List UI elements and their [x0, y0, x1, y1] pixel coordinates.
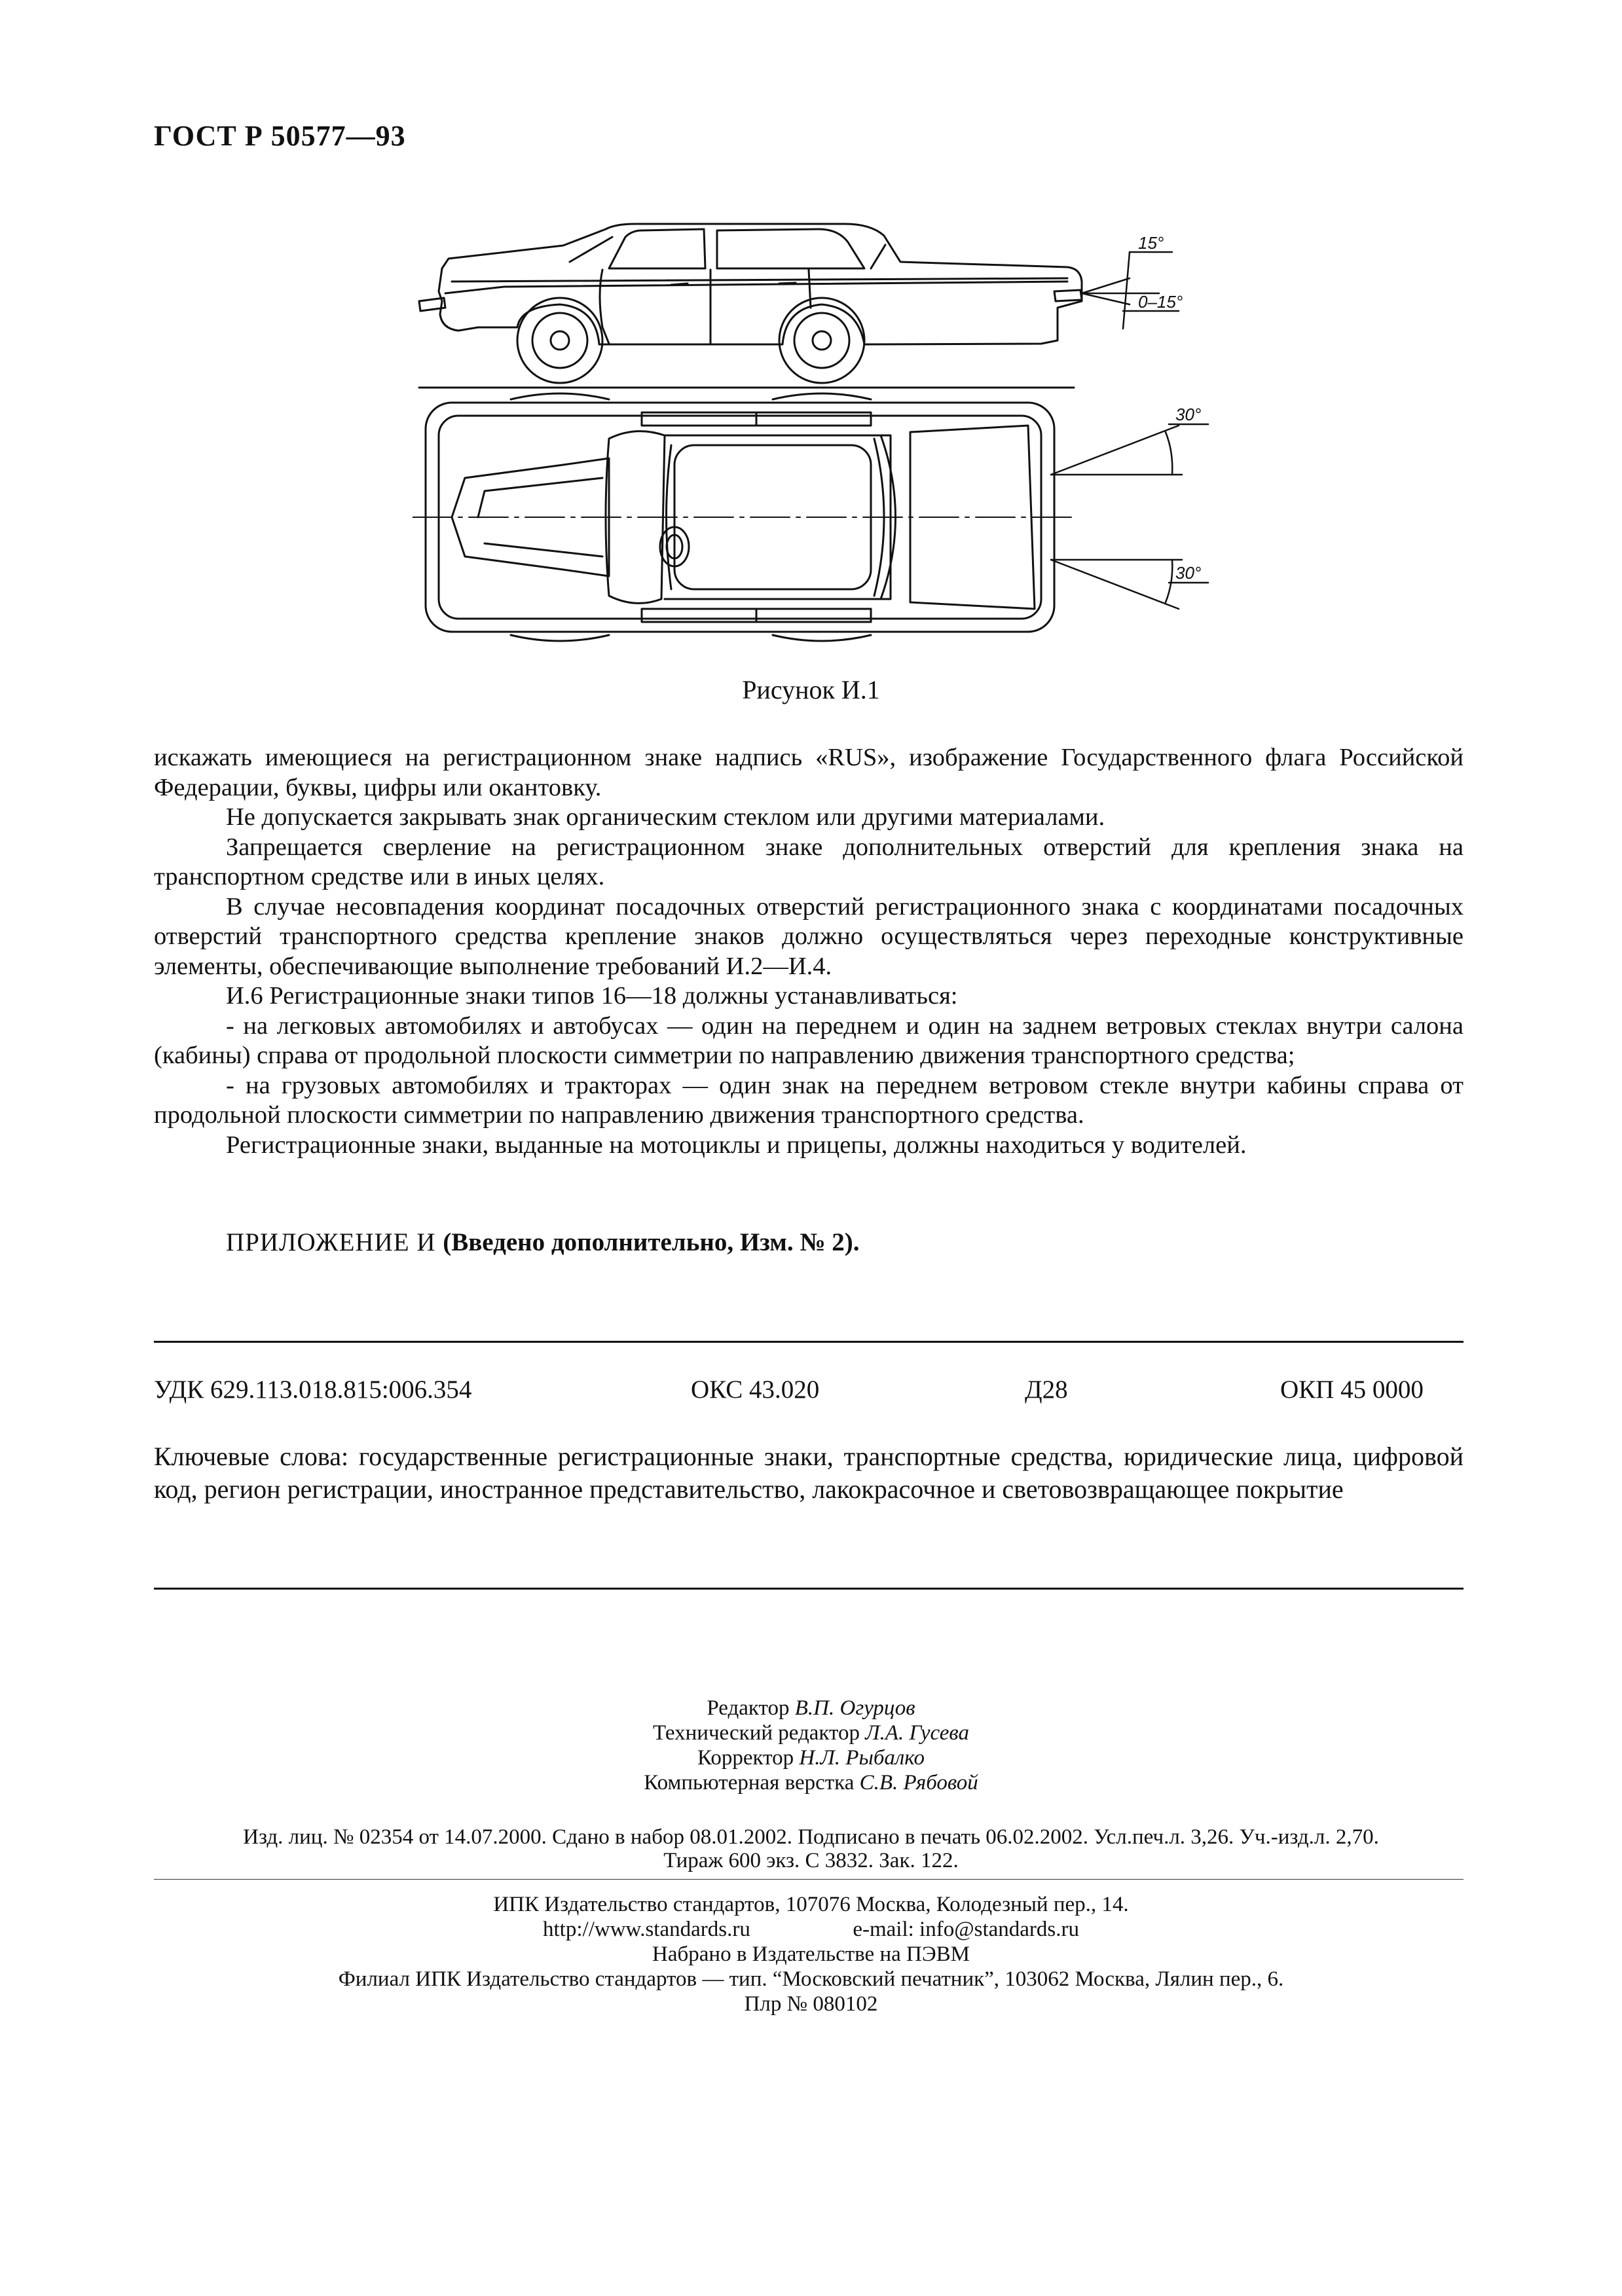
- tech-editor-label: Технический редактор: [653, 1721, 860, 1745]
- publisher-line: Набрано в Издательстве на ПЭВМ: [652, 1942, 970, 1966]
- imprint-line: Тираж 600 экз. С 3832. Зак. 122.: [663, 1849, 959, 1872]
- angle-label-15: 15°: [1138, 233, 1164, 253]
- appendix-note: [226, 1228, 860, 1257]
- paragraph: Не допускается закрывать знак органическим стеклом или другими материалами.: [226, 803, 1105, 831]
- publisher-info: [0, 1892, 1622, 2016]
- imprint: [0, 1825, 1622, 1872]
- publisher-line: ИПК Издательство стандартов, 107076 Москва, Колодезный пер., 14.: [493, 1893, 1129, 1916]
- divider: [154, 1588, 1464, 1590]
- angle-label-30-top: 30°: [1175, 405, 1202, 424]
- paragraph: И.6 Регистрационные знаки типов 16—18 должны устанавливаться:: [226, 982, 958, 1010]
- editor-label: Редактор: [707, 1696, 790, 1720]
- list-item: - на легковых автомобилях и автобусах — один на переднем и один на заднем ветровых стеклах внутри салона (кабины) справа от продольной плоскости симметрии по направлению движения транспортного средства;: [154, 1011, 1464, 1069]
- credits: [0, 1696, 1622, 1795]
- d-code: Д28: [1025, 1376, 1068, 1404]
- figure-caption: Рисунок И.1: [742, 675, 880, 704]
- publisher-line: Плр № 080102: [744, 1992, 878, 2016]
- corrector-name: Н.Л. Рыбалко: [799, 1746, 925, 1770]
- oks-code: ОКС 43.020: [691, 1376, 820, 1404]
- udk-code: УДК 629.113.018.815:006.354: [154, 1376, 472, 1404]
- layout-name: С.В. Рябовой: [859, 1771, 978, 1795]
- keywords: Ключевые слова: государственные регистрационные знаки, транспортные средства, юридические лица, цифровой код, регион регистрации, иностранное представительство, лакокрасочное и световозвращающее покрытие: [154, 1442, 1464, 1504]
- divider: [154, 1341, 1464, 1343]
- publisher-email: e-mail: info@standards.ru: [853, 1918, 1079, 1941]
- vehicle-figure: [413, 216, 1244, 655]
- imprint-line: Изд. лиц. № 02354 от 14.07.2000. Сдано в набор 08.01.2002. Подписано в печать 06.02.2002. Усл.печ.л. 3,26. Уч.-изд.л. 2,70.: [243, 1825, 1379, 1849]
- editor-name: В.П. Огурцов: [794, 1696, 915, 1720]
- paragraph: В случае несовпадения координат посадочных отверстий регистрационного знака с координатами посадочных отверстий транспортного средства крепление знаков должно осуществляться через переходные конструктивные элементы, обеспечивающие выполнение требований И.2—И.4.: [154, 892, 1464, 980]
- side-angle-callouts: [1082, 252, 1179, 329]
- publisher-line: Филиал ИПК Издательство стандартов — тип. “Московский печатник”, 103062 Москва, Лялин пер., 6.: [338, 1967, 1284, 1991]
- layout-label: Компьютерная верстка: [644, 1771, 855, 1795]
- paragraph: Регистрационные знаки, выданные на мотоциклы и прицепы, должны находиться у водителей.: [226, 1131, 1247, 1159]
- angle-label-30-bottom: 30°: [1175, 563, 1202, 583]
- okp-code: ОКП 45 0000: [1280, 1376, 1424, 1404]
- angle-label-0-15: 0–15°: [1138, 292, 1183, 312]
- corrector-label: Корректор: [697, 1746, 794, 1770]
- publisher-url: http://www.standards.ru: [543, 1918, 750, 1941]
- divider-thin: [154, 1879, 1464, 1880]
- appendix-amendment: (Введено дополнительно, Изм. № 2).: [443, 1228, 860, 1256]
- list-item: - на грузовых автомобилях и тракторах — один знак на переднем ветровом стекле внутри кабины справа от продольной плоскости симметрии по направлению движения транспортного средства.: [154, 1071, 1464, 1129]
- car-top-view: [413, 393, 1074, 641]
- body-text: [154, 743, 1464, 1160]
- paragraph: Запрещается сверление на регистрационном знаке дополнительных отверстий для крепления знака на транспортном средстве или в иных целях.: [154, 833, 1464, 890]
- appendix-label: ПРИЛОЖЕНИЕ И: [226, 1228, 436, 1256]
- paragraph: искажать имеющиеся на регистрационном знаке надпись «RUS», изображение Государственного флага Российской Федерации, буквы, цифры или окантовку.: [154, 744, 1464, 801]
- tech-editor-name: Л.А. Гусева: [865, 1721, 969, 1745]
- document-header: ГОСТ Р 50577—93: [154, 120, 406, 152]
- car-side-view: [419, 224, 1082, 388]
